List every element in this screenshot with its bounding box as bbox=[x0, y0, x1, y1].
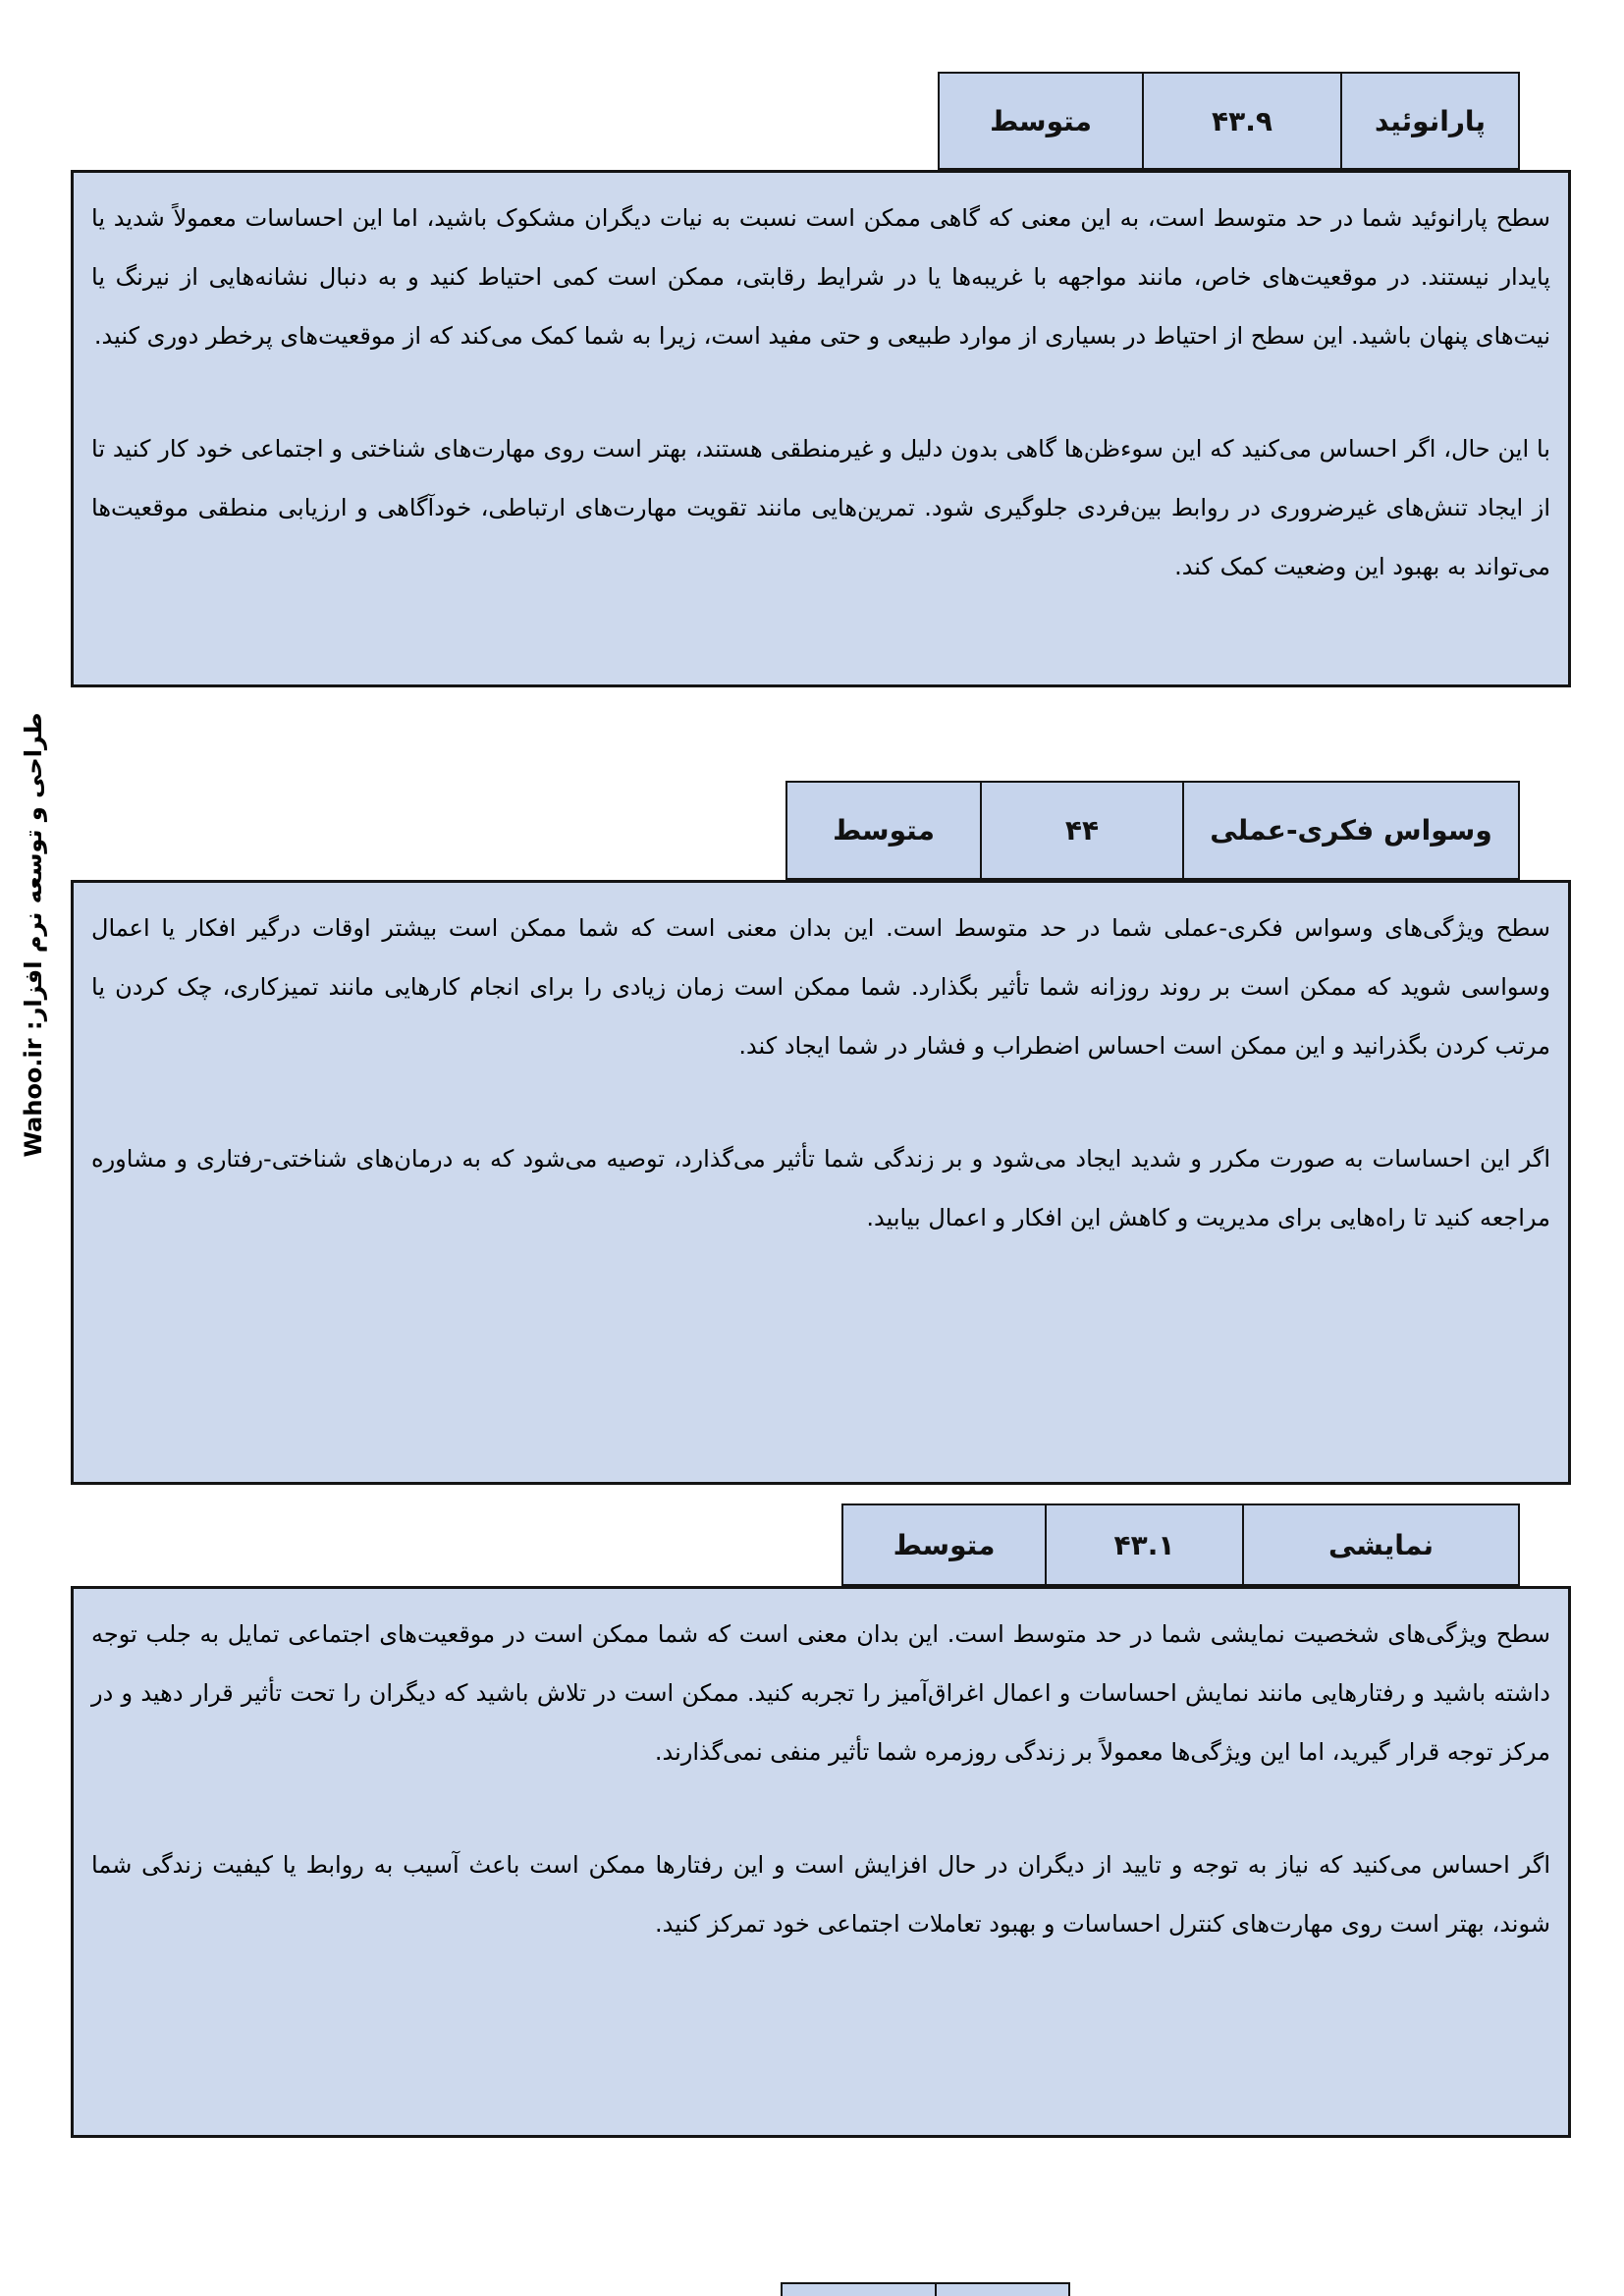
paragraph: اگر احساس می‌کنید که نیاز به توجه و تایید از دیگران در حال افزایش است و این رفتارها ممکن است باعث آسیب به روابط یا کیفیت زندگی شما شوند، بهتر است روی مهارت‌های کنترل احساسات و بهبود تعاملات اجتماعی خود تمرکز کنید. bbox=[91, 1851, 1550, 1938]
next-section-cell bbox=[783, 2284, 937, 2296]
trait-name: وسواس فکری-عملی bbox=[1210, 814, 1492, 847]
paragraph: با این حال، اگر احساس می‌کنید که این سوءظن‌ها گاهی بدون دلیل و غیرمنطقی هستند، بهتر است روی مهارت‌های شناختی و اجتماعی خود کار کنید تا از ایجاد تنش‌های غیرضروری در روابط بین‌فردی جلوگیری شود. تمرین‌هایی مانند تقویت مهارت‌های ارتباطی، خودآگاهی و ارزیابی منطقی موقعیت‌ها می‌تواند به بهبود این وضعیت کمک کند. bbox=[91, 435, 1550, 580]
trait-level: متوسط bbox=[940, 74, 1144, 168]
trait-score: ۴۳.۱ bbox=[1047, 1505, 1244, 1584]
trait-score: ۴۴ bbox=[982, 783, 1184, 878]
trait-level: متوسط bbox=[787, 783, 982, 878]
section-body-paranoid bbox=[71, 170, 1571, 687]
paragraph: اگر این احساسات به صورت مکرر و شدید ایجاد می‌شود و بر زندگی شما تأثیر می‌گذارد، توصیه می‌شود که به درمان‌های شناختی-رفتاری و مشاوره مراجعه کنید تا راه‌هایی برای مدیریت و کاهش این افکار و اعمال بیابید. bbox=[91, 1145, 1550, 1231]
paragraph: سطح ویژگی‌های شخصیت نمایشی شما در حد متوسط است. این بدان معنی است که شما ممکن است در موقعیت‌های اجتماعی تمایل به جلب توجه داشته باشید و رفتارهایی مانند نمایش احساسات و اعمال اغراق‌آمیز را تجربه کنید. ممکن است در تلاش باشید که دیگران را تحت تأثیر قرار دهید و در مرکز توجه قرار گیرید، اما این ویژگی‌ها معمولاً بر زندگی روزمره شما تأثیر منفی نمی‌گذارند. bbox=[91, 1620, 1550, 1766]
next-section-header-partial bbox=[781, 2282, 1070, 2296]
section-body-obsessive-compulsive bbox=[71, 880, 1571, 1485]
next-section-cell bbox=[937, 2284, 1068, 2296]
developer-brand: Wahoo.ir bbox=[20, 1038, 47, 1158]
developer-credit bbox=[20, 713, 47, 1203]
developer-credit-label: طراحی و توسعه نرم افزار: bbox=[20, 712, 47, 1031]
paragraph: سطح ویژگی‌های وسواس فکری-عملی شما در حد متوسط است. این بدان معنی است که شما ممکن است بیشتر اوقات درگیر افکار یا اعمال وسواسی شوید که ممکن است بر روند روزانه شما تأثیر بگذارد. شما ممکن است زمان زیادی را برای انجام کارهایی مانند تمیزکاری، چک کردن یا مرتب کردن بگذرانید و این ممکن است احساس اضطراب و فشار در شما ایجاد کند. bbox=[91, 914, 1550, 1060]
section-body-histrionic bbox=[71, 1586, 1571, 2138]
trait-score: ۴۳.۹ bbox=[1144, 74, 1342, 168]
paragraph: سطح پارانوئید شما در حد متوسط است، به این معنی که گاهی ممکن است نسبت به نیات دیگران مشکوک باشید، اما این احساسات معمولاً شدید یا پایدار نیستند. در موقعیت‌های خاص، مانند مواجهه با غریبه‌ها یا در شرایط رقابتی، ممکن است کمی احتیاط کنید و به دنبال نشانه‌هایی از نیرنگ یا نیت‌های پنهان باشید. این سطح از احتیاط در بسیاری از موارد طبیعی و حتی مفید است، زیرا به شما کمک می‌کند که از موقعیت‌های پرخطر دوری کنید. bbox=[91, 204, 1550, 350]
section-header-histrionic bbox=[841, 1503, 1520, 1586]
trait-level: متوسط bbox=[843, 1505, 1047, 1584]
section-header-paranoid bbox=[938, 72, 1520, 170]
trait-name: نمایشی bbox=[1327, 1528, 1435, 1561]
section-header-obsessive-compulsive bbox=[785, 781, 1520, 880]
trait-name: پارانوئید bbox=[1375, 104, 1486, 137]
